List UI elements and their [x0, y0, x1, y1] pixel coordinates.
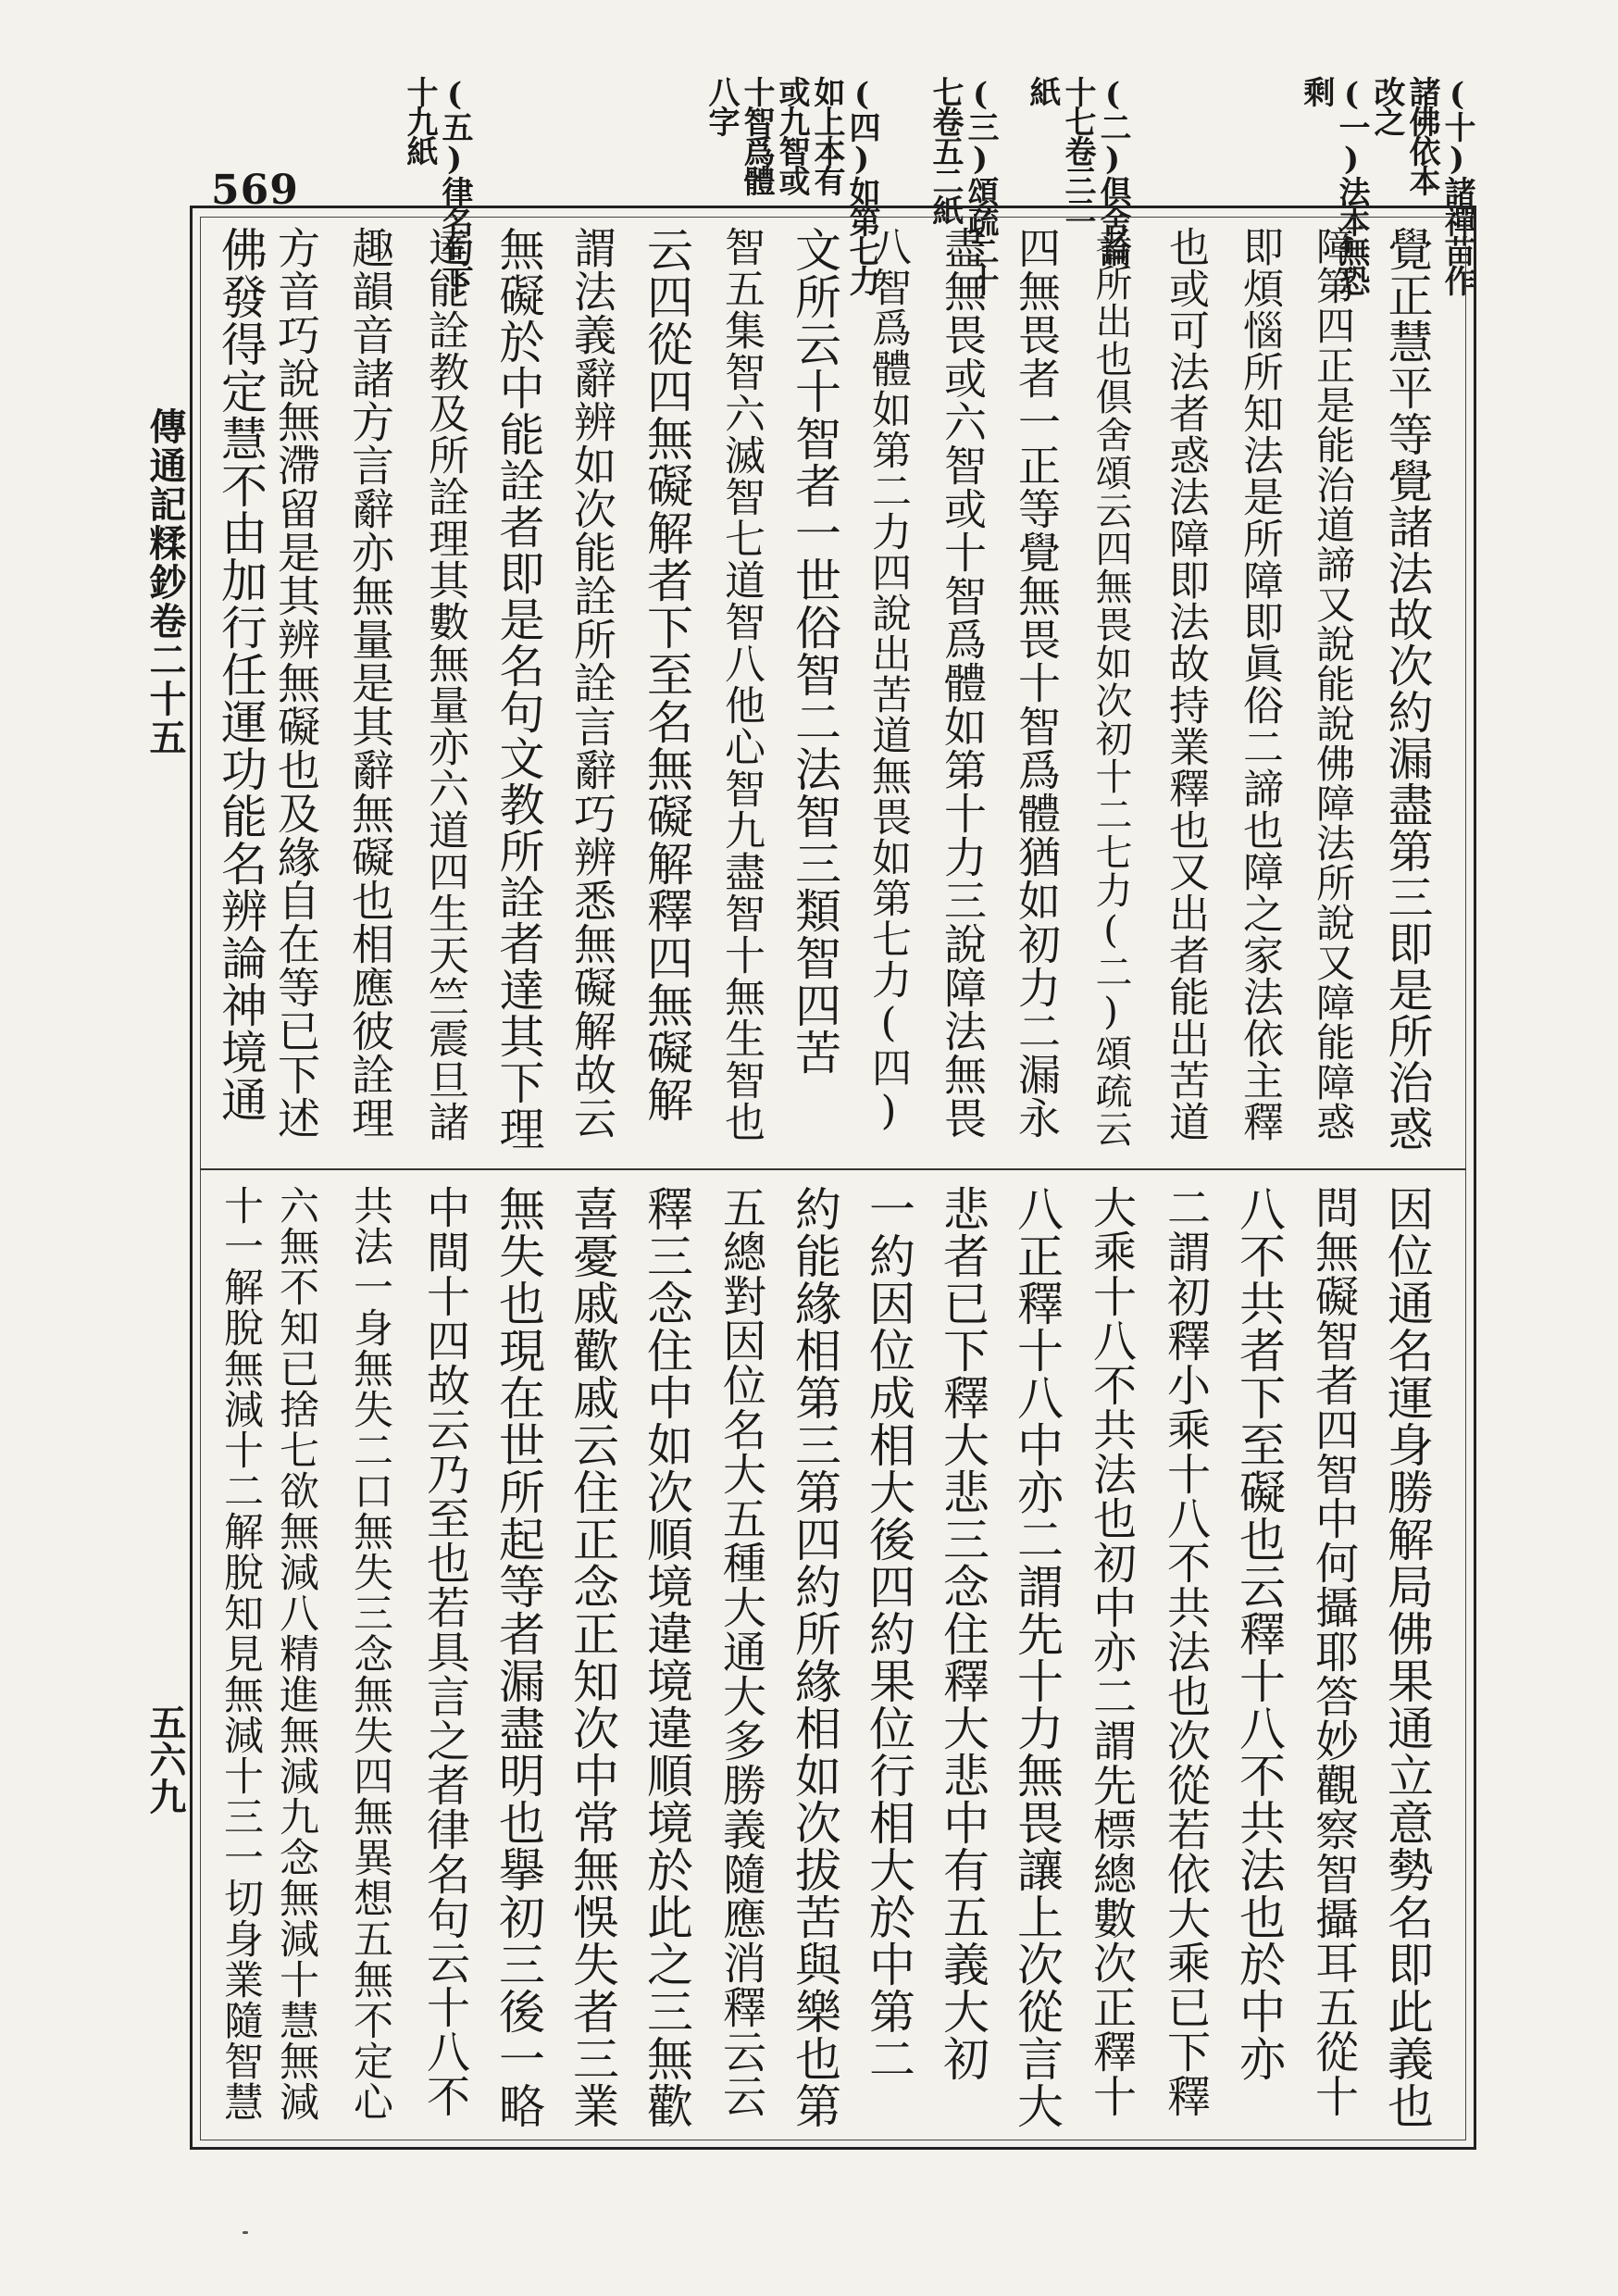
note-line: (三)頌疏二十: [962, 76, 999, 294]
text-column: 障第四正是能治道諦又說能說佛障法所說又障能障惑: [1311, 226, 1356, 1142]
note-line: (二)倶舍論: [1094, 76, 1131, 265]
text-column: 佛發得定慧不由加行任運功能名辨論神境通: [214, 226, 268, 1123]
text-column: 文所云十智者一世俗智二法智三類智四苦: [788, 226, 841, 1076]
running-title: 傳通記糅鈔卷二十五: [143, 407, 187, 757]
note-line: 改之: [1368, 76, 1405, 135]
note-line: 十九紙: [401, 76, 438, 165]
text-column: 也或可法者惑法障即法故持業釋也又出者能出苦道: [1162, 226, 1209, 1142]
text-column: 智五集智六滅智七道智八他心智九盡智十無生智也: [717, 226, 765, 1142]
text-column: 約能緣相第三第四約所緣相如次拔苦與樂也第: [788, 1185, 841, 2129]
note-line: 諸佛依本: [1403, 76, 1440, 194]
text-column: 大乘十八不共法也初中亦二謂先標總數次正釋十: [1086, 1185, 1137, 2118]
note-line: 八字: [703, 76, 740, 135]
text-column: 釋三念住中如次順境違境違順境於此之三無歡: [640, 1185, 693, 2129]
text-column: 云四從四無礙解者下至名無礙解釋四無礙解: [640, 226, 693, 1123]
note-line: 十智爲體: [738, 76, 775, 194]
text-column: 因位通名運身勝解局佛果通立意勢名即此義也: [1380, 1185, 1434, 2129]
text-column: 喜憂戚歡戚云住正念正知次中常無悞失者三業: [566, 1185, 619, 2129]
text-column: 趣韻音諸方言辭亦無量是其辭無礙也相應彼詮理: [345, 226, 395, 1140]
note-line: 七卷五二紙: [927, 76, 964, 224]
text-column: 者所出也倶舍頌云四無畏如次初十二七力(二)頌疏云: [1089, 226, 1132, 1148]
text-column: 即煩惱所知法是所障即眞俗二諦也障之家法依主釋: [1236, 226, 1283, 1142]
note-line: (五)律名句下: [436, 76, 473, 294]
text-column: 問無礙智者四智中何攝耶答妙觀察智攝耳五從十: [1308, 1185, 1359, 2118]
text-column: 八不共者下至礙也云釋十八不共法也於中亦: [1232, 1185, 1286, 2082]
text-column: 一約因位成相大後四約果位行相大於中第二: [862, 1185, 915, 2082]
text-column: 中間十四故云乃至也若具言之者律名句云十八不: [419, 1185, 470, 2118]
note-line: (一)法本無恐: [1333, 76, 1370, 294]
text-column: 八正釋十八中亦二謂先十力無畏讓上次從言大: [1010, 1185, 1064, 2129]
page-number: 569: [211, 167, 299, 214]
note-line: (四)如第七力: [843, 76, 880, 294]
text-column: 覺正慧平等覺諸法故次約漏盡第三即是所治惑: [1381, 226, 1434, 1152]
text-column: 無礙於中能詮者即是名句文教所詮者達其下理: [492, 226, 545, 1152]
note-line: 或九智或: [773, 76, 810, 194]
note-line: 紙: [1024, 76, 1061, 106]
text-column: 四無畏者一正等覺無畏十智爲體猶如初力二漏永: [1012, 226, 1062, 1140]
text-column: 盡無畏或六智或十智爲體如第十力三說障法無畏: [938, 226, 988, 1140]
text-column: 十一解脫無減十二解脫知見無減十三一切身業隨智慧: [218, 1185, 264, 2122]
page-number-kanji: 五六九: [143, 1703, 187, 1815]
text-column: 二謂初釋小乘十八不共法也次從若依大乘已下釋: [1160, 1185, 1211, 2118]
note-line: 十七卷三二: [1059, 76, 1096, 224]
text-column: 謂法義辭辨如次能詮所詮言辭巧辨悉無礙解故云: [567, 226, 617, 1140]
note-line: (十)諸禪苗作: [1438, 76, 1475, 294]
text-column: 悲者已下釋大悲三念住釋大悲中有五義大初: [936, 1185, 989, 2082]
text-column: 八智爲體如第二力四說出苦道無畏如第七力(四): [865, 226, 912, 1135]
note-line: 剩: [1298, 76, 1335, 106]
text-column: 五總對因位名大五種大通大多勝義隨應消釋云云: [716, 1185, 766, 2118]
text-column: 六無不知已捨七欲無減八精進無減九念無減十慧無減: [273, 1185, 319, 2122]
text-column: 無失也現在世所起等者漏盡明也擧初三後一略: [492, 1185, 545, 2129]
text-column: 共法一身無失二口無失三念無失四無異想五無不定心: [347, 1185, 393, 2122]
section-divider: [200, 1168, 1466, 1170]
ink-speck: [243, 2231, 248, 2234]
note-line: 如上本有: [808, 76, 845, 194]
text-column: 達能詮教及所詮理其數無量亦六道四生天竺震旦諸: [421, 226, 468, 1142]
text-column: 方音巧說無滯留是其辨無礙也及緣自在等已下述: [271, 226, 321, 1140]
